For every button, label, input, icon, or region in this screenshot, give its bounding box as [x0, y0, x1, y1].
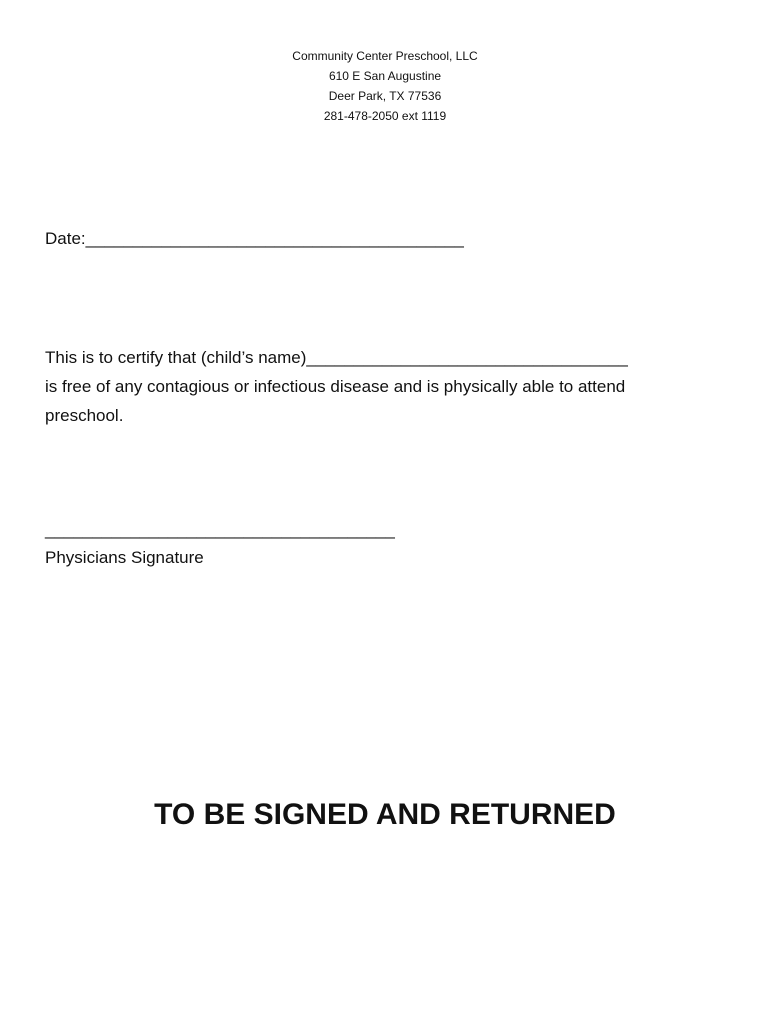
return-notice: TO BE SIGNED AND RETURNED	[154, 798, 616, 831]
certification-line-3: preschool.	[45, 406, 124, 425]
certification-paragraph	[45, 343, 735, 430]
org-phone: 281-478-2050 ext 1119	[323, 109, 447, 123]
org-street: 610 E San Augustine	[328, 69, 442, 83]
signature-label: Physicians Signature	[45, 548, 204, 567]
letterhead	[0, 46, 770, 126]
org-city-state-zip: Deer Park, TX 77536	[328, 89, 442, 103]
org-name: Community Center Preschool, LLC	[292, 49, 478, 63]
certification-line-1: This is to certify that (child’s name)__________________________________	[45, 348, 628, 367]
certification-line-2: is free of any contagious or infectious disease and is physically able to attend	[45, 377, 626, 396]
date-field: Date:________________________________________	[45, 229, 464, 248]
signature-line: _____________________________________	[45, 520, 395, 539]
